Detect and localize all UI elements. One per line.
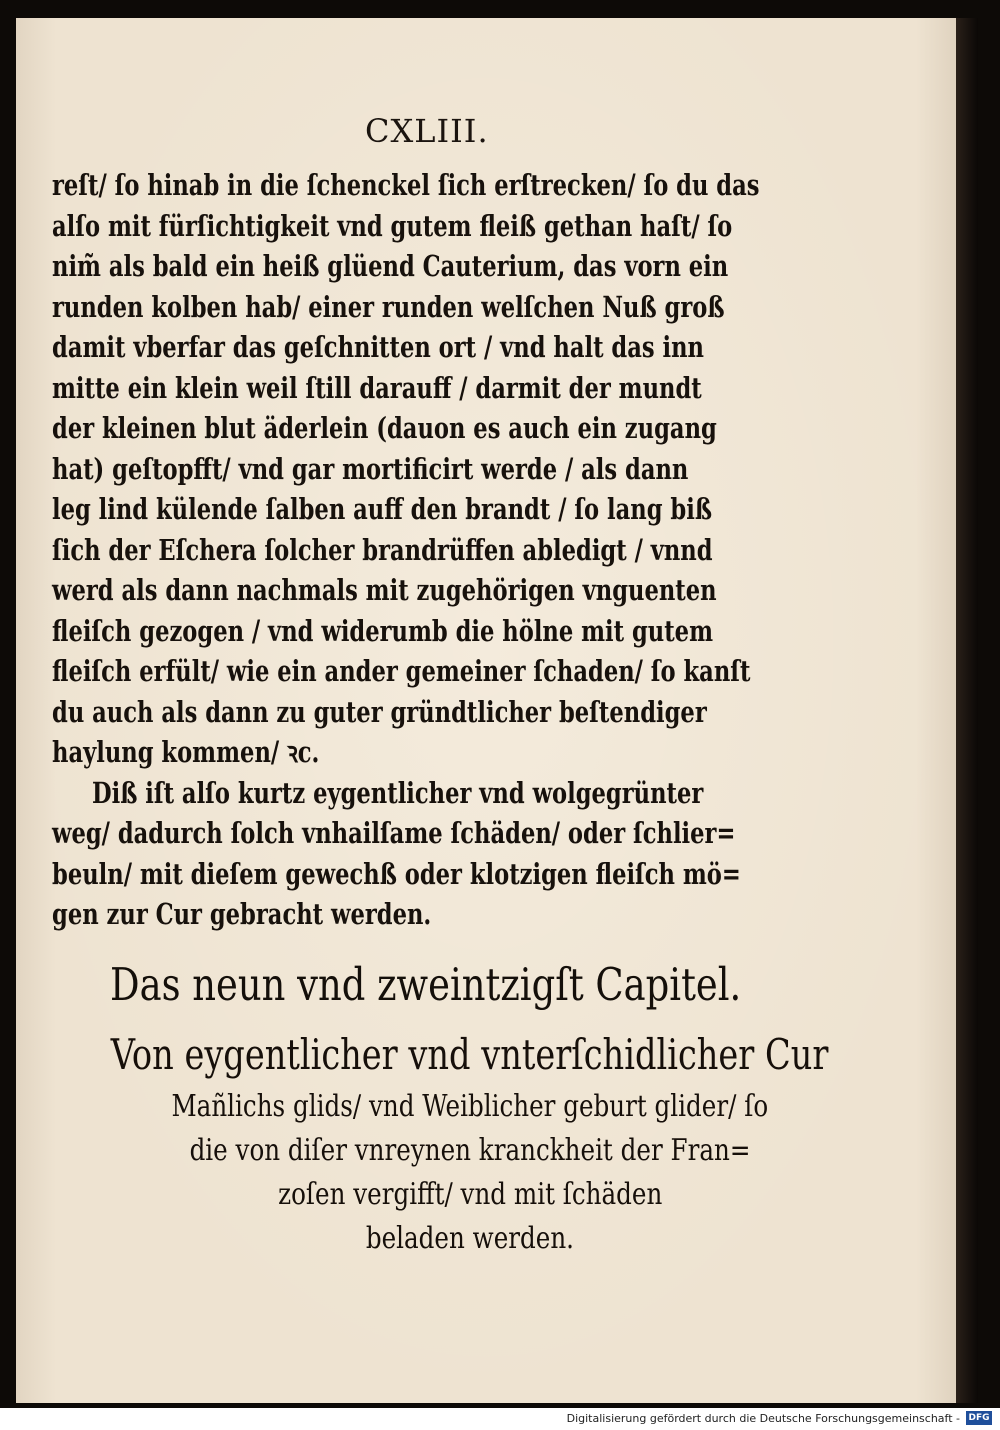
text-line: nim̃ als bald ein heiß glüend Cauterium, das vorn ein [52, 249, 729, 283]
text-line: fleiſch gezogen / vnd widerumb die hölne mit gutem [52, 613, 714, 648]
text-line: beuln/ mit dieſem gewechß oder klotzigen fleiſch mö= [52, 856, 741, 891]
dfg-logo: DFG [966, 1411, 992, 1425]
text-line: ſich der Eſchera ſolcher brandrüffen abledigt / vnnd [52, 532, 713, 567]
chapter-subheading [0, 1025, 940, 1261]
folio-number: CXLIII. [365, 112, 489, 150]
text-line: haylung kommen/ ꝛc. [52, 735, 320, 769]
text-line: alſo mit fürſichtigkeit vnd gutem fleiß gethan haſt/ ſo [52, 208, 733, 243]
text-line: leg lind külende ſalben auff den brandt / ſo lang biß [52, 492, 713, 526]
text-line: fleiſch erfült/ wie ein ander gemeiner ſchaden/ ſo kanſt [52, 654, 751, 688]
text-line: werd als dann nachmals mit zugehörigen vnguenten [52, 573, 717, 607]
body-text [52, 165, 812, 935]
page-edge-shadow [956, 18, 978, 1403]
funding-credit: Digitalisierung gefördert durch die Deutsche Forschungsgemeinschaft - [566, 1412, 960, 1425]
text-line: damit vberfar das geſchnitten ort / vnd halt das inn [52, 330, 704, 364]
text-line: reſt/ ſo hinab in die ſchenckel ſich erſtrecken/ ſo du das [52, 168, 760, 202]
text-line: der kleinen blut äderlein (dauon es auch ein zugang [52, 411, 717, 445]
text-line: mitte ein klein weil ſtill darauff / darmit der mundt [52, 370, 702, 405]
text-line: hat) geſtopfft/ vnd gar mortificirt werde / als dann [52, 451, 689, 486]
text-line: du auch als dann zu guter gründtlicher beſtendiger [52, 694, 707, 729]
subheading-line: Mañlichs glids/ vnd Weiblicher geburt glider/ ſo [171, 1089, 769, 1124]
subheading-line: zoſen vergifft/ vnd mit ſchäden [277, 1177, 663, 1212]
text-line: Diß iſt alſo kurtz eygentlicher vnd wolgegrünter [92, 775, 704, 810]
subheading-line: beladen werden. [365, 1221, 575, 1256]
subheading-line: die von diſer vnreynen kranckheit der Fran= [189, 1133, 751, 1168]
text-line: weg/ dadurch ſolch vnhailſame ſchäden/ oder ſchlier= [52, 816, 736, 850]
text-line: gen zur Cur gebracht werden. [52, 897, 432, 931]
subheading-first-line: Von eygentlicher vnd vnterſchidlicher Cur [111, 1030, 829, 1079]
chapter-heading: Das neun vnd zweintzigſt Capitel. [110, 958, 742, 1011]
text-line: runden kolben hab/ einer runden welſchen Nuß groß [52, 289, 725, 324]
